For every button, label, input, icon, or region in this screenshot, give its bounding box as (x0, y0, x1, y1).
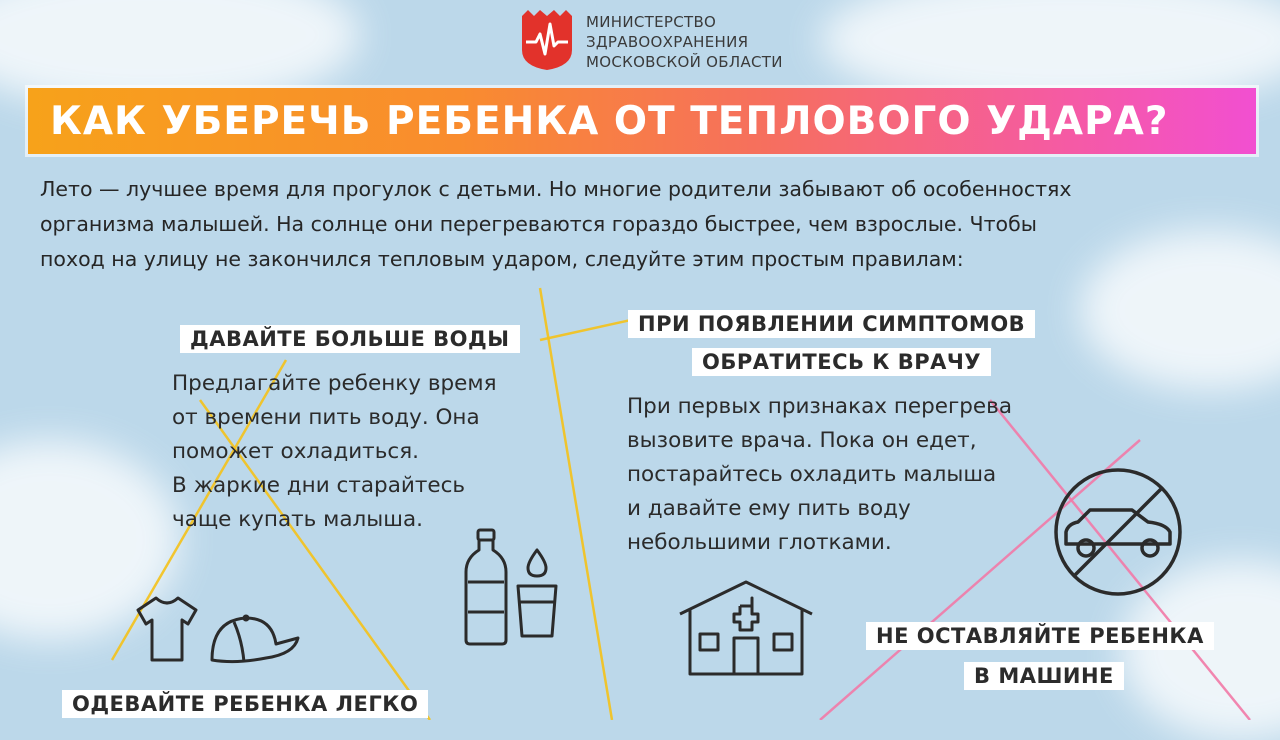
tip-doctor-heading-line2: ОБРАТИТЕСЬ К ВРАЧУ (692, 348, 991, 376)
tip-car-heading-line2: В МАШИНЕ (964, 662, 1124, 690)
org-line: ЗДРАВООХРАНЕНИЯ (586, 33, 749, 51)
cap-icon (206, 610, 302, 670)
tip-line: чаще купать малыша. (172, 507, 423, 532)
tip-water-text (172, 367, 497, 537)
tip-doctor-text (627, 390, 1012, 560)
intro-line: поход на улицу не закончился тепловым ударом, следуйте этим простым правилам: (40, 247, 964, 271)
org-line: МОСКОВСКОЙ ОБЛАСТИ (586, 53, 783, 71)
ministry-name (586, 12, 783, 72)
tip-water-heading: ДАВАЙТЕ БОЛЬШЕ ВОДЫ (180, 325, 520, 353)
tip-doctor-heading-line1: ПРИ ПОЯВЛЕНИИ СИМПТОМОВ (628, 310, 1035, 338)
intro-line: организма малышей. На солнце они перегреваются гораздо быстрее, чем взрослые. Чтобы (40, 212, 1037, 236)
tip-car-heading-line1: НЕ ОСТАВЛЯЙТЕ РЕБЕНКА (866, 622, 1214, 650)
org-line: МИНИСТЕРСТВО (586, 13, 717, 31)
tip-line: Предлагайте ребенку время (172, 371, 497, 396)
tip-line: и давайте ему пить воду (627, 496, 911, 521)
no-car-icon (1052, 466, 1184, 598)
ministry-logo (518, 8, 576, 72)
tip-line: небольшими глотками. (627, 530, 892, 555)
tip-line: постарайтесь охладить малыша (627, 462, 997, 487)
tip-clothes-heading: ОДЕВАЙТЕ РЕБЕНКА ЛЕГКО (62, 690, 428, 718)
tshirt-icon (134, 594, 200, 664)
tip-line: В жаркие дни старайтесь (172, 473, 466, 498)
tip-line: поможет охладиться. (172, 439, 419, 464)
title-banner (28, 88, 1256, 154)
glass-of-water-icon (514, 548, 560, 640)
hospital-icon (676, 578, 816, 678)
water-bottle-icon (462, 528, 510, 646)
tip-line: вызовите врача. Пока он едет, (627, 428, 977, 453)
intro-line: Лето — лучшее время для прогулок с детьми. Но многие родители забывают об особенностях (40, 177, 1072, 201)
tip-line: от времени пить воду. Она (172, 405, 480, 430)
page-title: КАК УБЕРЕЧЬ РЕБЕНКА ОТ ТЕПЛОВОГО УДАРА? (50, 99, 1169, 144)
intro-text (40, 172, 1250, 277)
tip-line: При первых признаках перегрева (627, 394, 1012, 419)
